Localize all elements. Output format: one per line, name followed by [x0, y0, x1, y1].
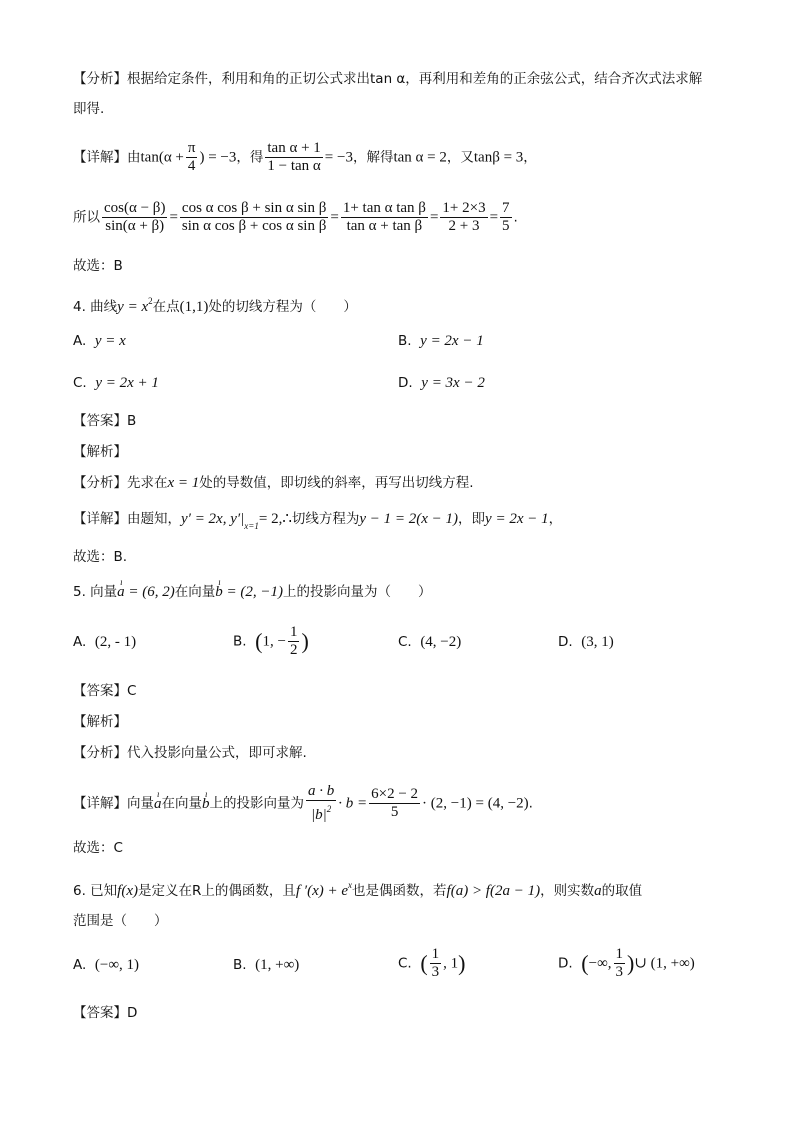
choose-b-1: 故选：B — [73, 258, 123, 274]
q6-option-c[interactable] — [398, 946, 465, 981]
q6-m4: a — [594, 883, 602, 899]
q5-option-b[interactable] — [233, 624, 309, 659]
q5-option-a-text: (2, - 1) — [94, 634, 137, 650]
q4-choose: 故选：B. — [73, 549, 128, 565]
q6-text-d: ，则实数 — [540, 883, 595, 899]
frac-numeric: $\frac{1+ 2\times 3}{2 + 3}$ — [442, 200, 486, 234]
text-de: ，得 — [236, 149, 264, 166]
eq-4: = — [489, 209, 499, 226]
q5-option-b-frac: $\frac{1}{2}$ — [289, 624, 298, 658]
text-you: ，又 — [446, 149, 474, 166]
q4-exp: 2 — [148, 296, 153, 306]
q5-xiangjie — [73, 783, 533, 824]
q4-jiexi: 【解析】 — [73, 444, 127, 460]
q5-xj-frac-proj: $\frac{a \cdot b}{|b|^2}$ — [308, 783, 335, 823]
q4-xj-m4: y = 2x − 1 — [485, 511, 549, 527]
q5-vector-a: ı a = (6, 2) — [117, 583, 175, 601]
q6-text-b: 是定义在R上的偶函数，且 — [138, 883, 296, 899]
q6-option-d-post: ∪ (1, +∞) — [634, 955, 695, 972]
q5-xj-vec-b: ı b — [202, 795, 210, 813]
detail-lead: 【详解】由 — [73, 149, 141, 166]
q4-fenxi-a: 【分析】先求在 — [73, 475, 168, 491]
q6-option-d[interactable] — [558, 946, 695, 981]
math-tan-beta: tanβ = 3 — [473, 149, 524, 166]
q6-m2-sup: x — [348, 880, 353, 890]
paren-l: ( — [255, 628, 263, 654]
q6-m2: f ′(x) + e — [295, 883, 349, 899]
q4-fenxi-math: x = 1 — [167, 475, 200, 491]
q5-xj-a: 【详解】向量 — [73, 795, 154, 812]
q5-option-c-text: (4, −2) — [420, 634, 462, 650]
eq-1: = — [169, 209, 178, 226]
q5-xj-m2: · (2, −1) = (4, −2) — [422, 795, 529, 812]
analysis-line-1: 【分析】根据给定条件，利用和角的正切公式求出tan α，再利用和差角的正余弦公式，结合齐次式法求解 — [73, 71, 703, 87]
q6-option-a[interactable] — [73, 957, 139, 974]
q6-option-d-frac: $\frac{1}{3}$ — [615, 946, 624, 980]
q4-fenxi-b: 处的导数值，即切线的斜率，再写出切线方程. — [199, 475, 474, 491]
q5-xj-vec-a: ı a — [154, 795, 162, 813]
question-5-stem — [73, 583, 432, 601]
q5-option-b-label: B. — [233, 633, 247, 650]
question-6-stem-2: 范围是（ ） — [73, 913, 168, 929]
q6-option-d-pre: −∞, — [588, 955, 612, 972]
q5-fenxi: 【分析】代入投影向量公式，即可求解. — [73, 745, 307, 761]
q6-option-a-label: A. — [73, 957, 87, 973]
math-eq-neg3-b: = −3 — [324, 149, 353, 166]
q4-xj-m1: y′ = 2x, y′| — [181, 511, 245, 527]
q4-option-a-text: y = x — [94, 333, 126, 349]
q5-option-b-pre: 1, − — [262, 633, 286, 650]
q5-text-b: 在向量 — [174, 584, 216, 600]
q4-text-b: 在点 — [152, 299, 180, 315]
q5-xj-b: 在向量 — [161, 795, 202, 812]
q6-option-b-label: B. — [233, 957, 247, 973]
q5-vector-b: ı b = (2, −1) — [215, 583, 283, 601]
q5-option-d-label: D. — [558, 634, 573, 650]
paren-l-d: ( — [581, 950, 589, 976]
q5-option-c[interactable] — [398, 634, 461, 651]
q5-xj-frac-num: $\frac{6\times 2 - 2}{5}$ — [371, 786, 419, 820]
q5-text-c: 上的投影向量为（ ） — [283, 584, 432, 600]
q5-option-a[interactable] — [73, 634, 136, 651]
q4-xj-sub: x=1 — [244, 521, 259, 531]
q4-option-b-label: B. — [398, 333, 412, 349]
q6-option-d-label: D. — [558, 955, 573, 972]
q6-option-b[interactable] — [233, 957, 299, 974]
q6-option-a-text: (−∞, 1) — [94, 957, 140, 973]
q6-m3: f(a) > f(2a − 1) — [446, 883, 541, 899]
q6-number: 6. 已知 — [73, 883, 118, 899]
q5-option-a-label: A. — [73, 634, 87, 650]
q6-m1: f(x) — [117, 883, 138, 899]
q4-text-c: 处的切线方程为（ ） — [208, 299, 357, 315]
q6-option-c-label: C. — [398, 955, 412, 972]
paren-r-d: ) — [627, 950, 635, 976]
q4-option-c-text: y = 2x + 1 — [95, 375, 159, 391]
q4-fenxi — [73, 474, 474, 492]
frac-cos-over-sin: $\frac{\cos(\alpha - \beta)}{\sin(\alpha + \beta)}$ — [104, 200, 166, 234]
q5-option-d-text: (3, 1) — [581, 634, 614, 650]
paren-r: ) — [301, 628, 309, 654]
detail-line-1 — [73, 140, 537, 175]
q4-option-c-label: C. — [73, 375, 87, 391]
q4-xiangjie — [73, 510, 562, 535]
q4-xj-m3: y − 1 = 2(x − 1) — [359, 511, 459, 527]
q6-answer: 【答案】D — [73, 1005, 138, 1021]
q5-xj-end: . — [528, 795, 533, 812]
q4-option-a-label: A. — [73, 333, 87, 349]
q5-number: 5. 向量 — [73, 584, 118, 600]
eq-2: = — [330, 209, 339, 226]
question-6-stem-1 — [73, 876, 642, 900]
q6-option-c-frac: $\frac{1}{3}$ — [431, 946, 440, 980]
math-tan-sum: tan(α + — [140, 149, 184, 166]
q6-option-b-text: (1, +∞) — [255, 957, 300, 973]
q5-option-c-label: C. — [398, 634, 412, 650]
text-jiede: ，解得 — [352, 149, 394, 166]
math-eq-neg3: ) = −3 — [199, 149, 237, 166]
question-4-stem — [73, 292, 357, 316]
text-suoyi: 所以 — [73, 209, 100, 226]
q4-option-b-text: y = 2x − 1 — [420, 333, 484, 349]
q4-xj-c: ，即 — [458, 511, 486, 527]
detail-line-2 — [73, 200, 518, 235]
q6-text-c: 也是偶函数，若 — [352, 883, 447, 899]
q5-option-d[interactable] — [558, 634, 614, 651]
frac-expanded: $\frac{\text{cos α cos β + sin α sin β}}{\text{sin α cos β + cos α sin β}}$ — [181, 200, 327, 234]
frac-result: $\frac{7}{5}$ — [502, 200, 510, 234]
q4-curve: y = x — [117, 299, 149, 315]
math-tan-alpha: tan α = 2 — [393, 149, 447, 166]
q5-answer: 【答案】C — [73, 683, 137, 699]
frac-tan-form: $\frac{\text{1+ tan α tan β}}{\text{tan α + tan β}}$ — [342, 200, 426, 234]
frac-pi-over-4: $\frac{\pi}{4}$ — [187, 140, 196, 174]
q4-option-d-label: D. — [398, 375, 413, 391]
q4-xj-d: ， — [548, 511, 563, 527]
q5-choose: 故选：C — [73, 840, 123, 856]
q4-option-c[interactable] — [73, 375, 159, 392]
q4-answer: 【答案】B — [73, 413, 137, 429]
q5-xj-m1: · b = — [338, 795, 368, 812]
q4-option-a[interactable] — [73, 333, 126, 350]
q5-jiexi: 【解析】 — [73, 714, 127, 730]
paren-l-c: ( — [420, 950, 428, 976]
text-comma: ， — [523, 149, 537, 166]
q6-option-c-post: , 1 — [443, 955, 459, 972]
q4-option-b[interactable] — [398, 333, 484, 350]
q4-xj-m2: = 2,∴ — [258, 511, 292, 527]
period: . — [513, 209, 518, 226]
q4-xj-b: 切线方程为 — [291, 511, 360, 527]
q6-text-e: 的取值 — [601, 883, 643, 899]
q4-option-d[interactable] — [398, 375, 485, 392]
eq-3: = — [429, 209, 439, 226]
analysis-line-2: 即得. — [73, 101, 105, 117]
q4-xj-a: 【详解】由题知， — [73, 511, 181, 527]
q4-number: 4. 曲线 — [73, 299, 118, 315]
paren-r-c: ) — [458, 950, 466, 976]
q5-xj-c: 上的投影向量为 — [209, 795, 304, 812]
q4-option-d-text: y = 3x − 2 — [421, 375, 485, 391]
q4-point: (1,1) — [179, 299, 209, 315]
frac-tan-ratio: $\frac{\text{tan α + 1}}{\text{1 − tan α}}$ — [267, 140, 321, 174]
